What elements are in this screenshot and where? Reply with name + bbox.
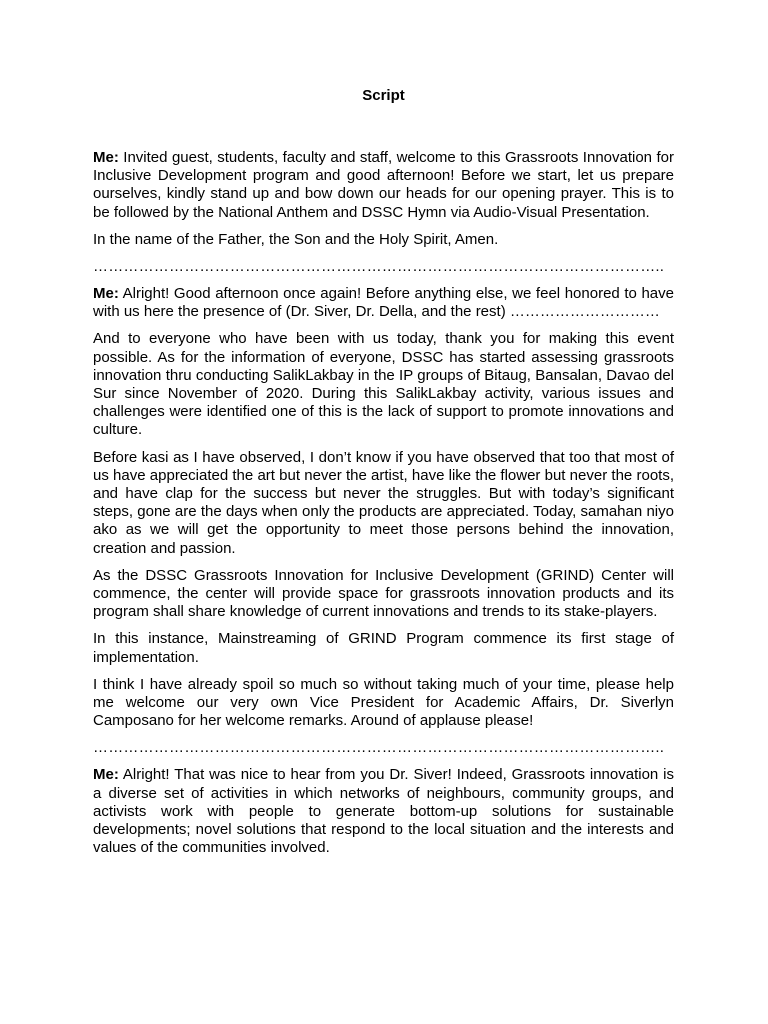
paragraph-grassroots: [93, 766, 674, 857]
paragraph-grind-center: As the DSSC Grassroots Innovation for Inclusive Development (GRIND) Center will commence, the center will provide space for grassroots innovation products and its program shall share knowledge of current innovations and trends to its stake-players.: [93, 566, 674, 621]
paragraph-observation: Before kasi as I have observed, I don’t know if you have observed that too that most of us have appreciated the art but never the artist, have like the flower but never the roots, and have clap for the success but never the struggles. But with today’s significant steps, gone are the days when only the products are appreciated. Today, samahan niyo ako as we will get the opportunity to meet those persons behind the innovation, creation and passion.: [93, 448, 674, 557]
paragraph-thanks: And to everyone who have been with us today, thank you for making this event possible. As for the information of everyone, DSSC has started assessing grassroots innovation thru conducting SalikLakbay in the IP groups of Bitaug, Bansalan, Davao del Sur since November of 2020. During this SalikLakbay activity, various issues and challenges were identified one of this is the lack of support to promote innovations and culture.: [93, 330, 674, 439]
paragraph-mainstreaming: In this instance, Mainstreaming of GRIND Program commence its first stage of implementation.: [93, 630, 674, 666]
speaker-label: Me:: [93, 766, 119, 784]
paragraph-text: Alright! That was nice to hear from you Dr. Siver! Indeed, Grassroots innovation is a diverse set of activities in which networks of neighbours, community groups, and activists work with people to generate bottom-up solutions for sustainable developments; novel solutions that respond to the local situation and the interests and values of the communities involved.: [93, 766, 674, 857]
paragraph-opening: [93, 149, 674, 222]
paragraph-text: Invited guest, students, faculty and staff, welcome to this Grassroots Innovation for Inclusive Development program and good afternoon! Before we start, let us prepare ourselves, kindly stand up and bow down our heads for our opening prayer. This is to be followed by the National Anthem and DSSC Hymn via Audio-Visual Presentation.: [93, 149, 674, 221]
speaker-label: Me:: [93, 285, 119, 303]
paragraph-text: Alright! Good afternoon once again! Before anything else, we feel honored to have with us here the presence of (Dr. Siver, Dr. Della, and the rest) …………………………: [93, 285, 674, 321]
paragraph-prayer: In the name of the Father, the Son and the Holy Spirit, Amen.: [93, 230, 499, 248]
paragraph-welcome-vpaa: I think I have already spoil so much so without taking much of your time, please help me welcome our very own Vice President for Academic Affairs, Dr. Siverlyn Camposano for her welcome remarks. Around of applause please!: [93, 675, 674, 730]
dotted-separator: …………………………………………………………………………………………………..: [93, 258, 665, 276]
paragraph-greeting: [93, 285, 674, 321]
document-page: [93, 86, 674, 867]
dotted-separator: …………………………………………………………………………………………………..: [93, 739, 665, 757]
speaker-label: Me:: [93, 149, 119, 166]
document-title: Script: [362, 87, 405, 104]
